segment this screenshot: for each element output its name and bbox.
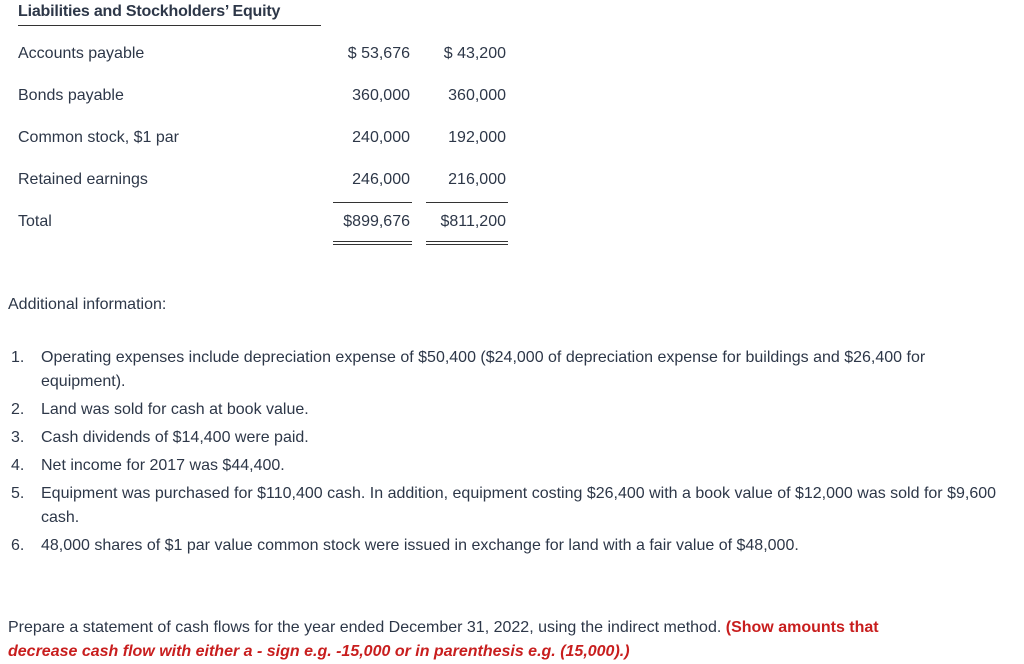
value-prior-year: 216,000 xyxy=(448,171,506,188)
value-current-year: 246,000 xyxy=(352,171,410,188)
value-prior-year: 192,000 xyxy=(448,129,506,146)
item-text: 48,000 shares of $1 par value common stock were issued in exchange for land with a fair value of $48,000. xyxy=(41,537,799,554)
item-number: 6. xyxy=(11,537,25,554)
table-row xyxy=(0,45,520,67)
list-item xyxy=(0,454,1000,478)
item-text: Operating expenses include depreciation expense of $50,400 ($24,000 of depreciation expense for buildings and $26,400 for equipment). xyxy=(41,349,926,390)
item-number: 1. xyxy=(11,349,25,366)
row-label: Retained earnings xyxy=(18,171,148,188)
value-current-year: $ 53,676 xyxy=(347,45,410,62)
value-current-year: $899,676 xyxy=(343,213,410,230)
subtotal-rule xyxy=(333,202,412,203)
section-title: Liabilities and Stockholders’ Equity xyxy=(18,3,321,26)
table-row-total xyxy=(0,213,520,235)
item-number: 5. xyxy=(11,485,25,502)
value-prior-year: 360,000 xyxy=(448,87,506,104)
additional-info-heading: Additional information: xyxy=(8,296,167,313)
additional-info-list xyxy=(0,346,1000,562)
row-label: Total xyxy=(18,213,52,230)
list-item xyxy=(0,534,1000,558)
value-current-year: 240,000 xyxy=(352,129,410,146)
item-text: Equipment was purchased for $110,400 cash. In addition, equipment costing $26,400 with a book value of $12,000 was sold for $9,600 cash. xyxy=(41,485,997,526)
row-label: Bonds payable xyxy=(18,87,124,104)
instruction-note: decrease cash flow with either a - sign e.g. -15,000 or in parenthesis e.g. (15,000).) xyxy=(8,643,630,660)
subtotal-rule xyxy=(426,202,508,203)
total-double-rule xyxy=(333,241,412,245)
value-current-year: 360,000 xyxy=(352,87,410,104)
item-number: 2. xyxy=(11,401,25,418)
item-text: Net income for 2017 was $44,400. xyxy=(41,457,285,474)
list-item xyxy=(0,346,1000,394)
list-item xyxy=(0,398,1000,422)
table-row xyxy=(0,171,520,193)
list-item xyxy=(0,482,1000,530)
value-prior-year: $811,200 xyxy=(440,213,506,230)
item-number: 4. xyxy=(11,457,25,474)
value-prior-year: $ 43,200 xyxy=(443,45,506,62)
list-item xyxy=(0,426,1000,450)
row-label: Common stock, $1 par xyxy=(18,129,179,146)
item-text: Land was sold for cash at book value. xyxy=(41,401,309,418)
total-double-rule xyxy=(426,241,508,245)
item-text: Cash dividends of $14,400 were paid. xyxy=(41,429,309,446)
instruction-text xyxy=(8,616,998,664)
row-label: Accounts payable xyxy=(18,45,145,62)
instruction-plain: Prepare a statement of cash flows for the year ended December 31, 2022, using the indirect method. xyxy=(8,619,726,636)
table-row xyxy=(0,129,520,151)
table-row xyxy=(0,87,520,109)
instruction-note-lead: (Show amounts that xyxy=(725,619,879,636)
item-number: 3. xyxy=(11,429,25,446)
